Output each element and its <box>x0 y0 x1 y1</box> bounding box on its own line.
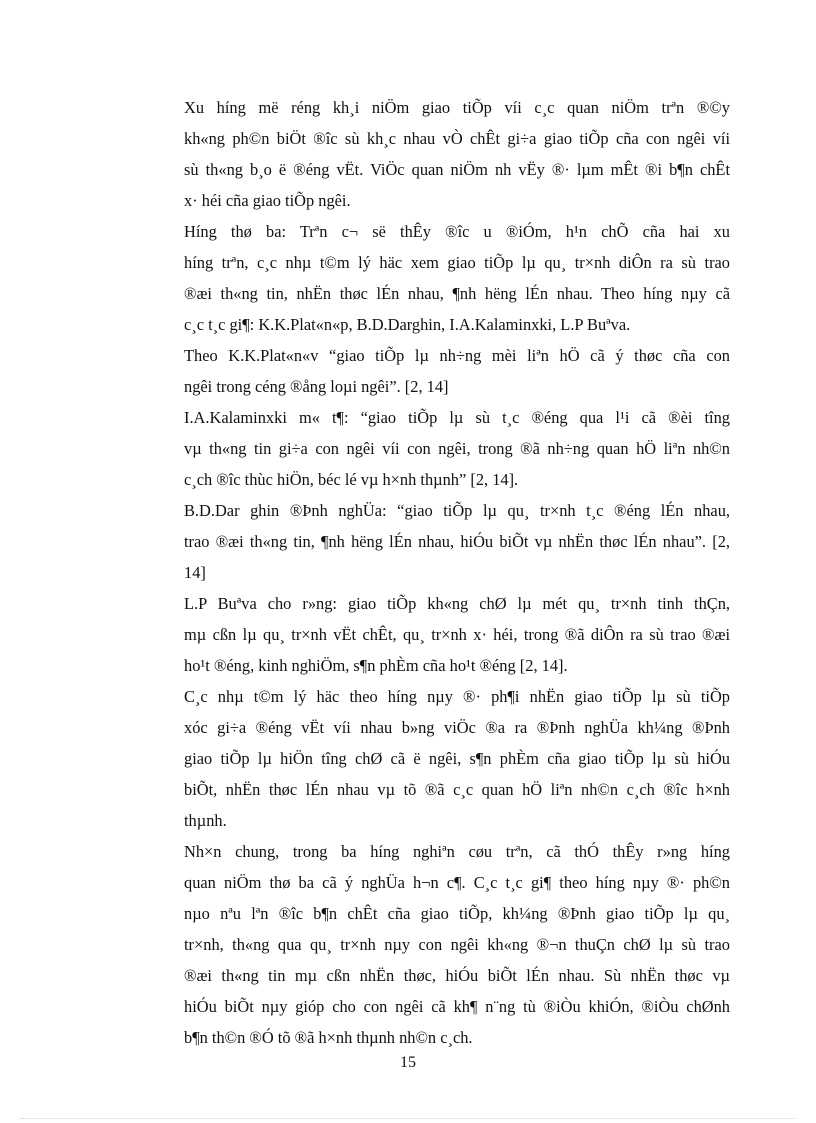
text-line: kh«ng ph©n biÖt ®îc sù kh¸c nhau vÒ chÊt gi÷a giao tiÕp cña con ngêi víi <box>184 129 730 148</box>
text-line: c¸ch ®îc thùc hiÖn, béc lé vµ h×nh thµnh” [2, 14]. <box>184 470 519 489</box>
text-line: ®æi th«ng tin mµ cßn nhËn thøc, hiÓu biÕt lÉn nhau. Sù nhËn thøc vµ <box>184 966 730 985</box>
paragraph-3 <box>136 340 730 402</box>
text-line: biÕt, nhËn thøc lÉn nhau vµ tõ ®ã c¸c quan hÖ liªn nh©n c¸ch ®îc h×nh <box>184 780 730 799</box>
text-line: L.P Buªva cho r»ng: giao tiÕp kh«ng chØ lµ mét qu¸ tr×nh tinh thÇn, <box>184 594 730 613</box>
page-bottom-divider <box>20 1118 796 1119</box>
paragraph-2 <box>136 216 730 340</box>
text-line: b¶n th©n ®Ó tõ ®ã h×nh thµnh nh©n c¸ch. <box>184 1028 473 1047</box>
text-line: I.A.Kalaminxki m« t¶: “giao tiÕp lµ sù t¸c ®éng qua l¹i cã ®èi tîng <box>184 408 730 427</box>
text-line: hiÓu biÕt nµy gióp cho con ngêi cã kh¶ n¨ng tù ®iÒu khiÓn, ®iÒu chØnh <box>184 997 730 1016</box>
paragraph-5 <box>136 495 730 588</box>
text-line: giao tiÕp lµ hiÖn tîng chØ cã ë ngêi, s¶n phÈm cña giao tiÕp lµ sù hiÓu <box>184 749 730 768</box>
paragraph-8 <box>136 836 730 1053</box>
paragraph-6 <box>136 588 730 681</box>
text-line: mµ cßn lµ qu¸ tr×nh vËt chÊt, qu¸ tr×nh x· héi, trong ®ã diÔn ra sù trao ®æi <box>184 625 730 644</box>
text-line: vµ th«ng tin gi÷a con ngêi víi con ngêi, trong ®ã nh÷ng quan hÖ liªn nh©n <box>184 439 730 458</box>
text-line: c¸c t¸c gi¶: K.K.Plat«n«p, B.D.Darghin, I.A.Kalaminxki, L.P Buªva. <box>184 315 631 334</box>
text-line: trao ®æi th«ng tin, ¶nh hëng lÉn nhau, hiÓu biÕt vµ nhËn thøc lÉn nhau”. [2, <box>184 532 730 551</box>
text-line: xóc gi÷a ®éng vËt víi nhau b»ng viÖc ®a ra ®Þnh nghÜa kh¼ng ®Þnh <box>184 718 730 737</box>
text-line: x· héi cña giao tiÕp ngêi. <box>184 191 351 210</box>
text-line: ®æi th«ng tin, nhËn thøc lÉn nhau, ¶nh hëng lÉn nhau. Theo híng nµy cã <box>184 284 730 303</box>
text-line: Híng thø ba: Trªn c¬ së thÊy ®îc u ®iÓm, h¹n chÕ cña hai xu <box>184 222 730 241</box>
text-line: Xu híng më réng kh¸i niÖm giao tiÕp víi c¸c quan niÖm trªn ®©y <box>184 98 730 117</box>
text-line: C¸c nhµ t©m lý häc theo híng nµy ®· ph¶i nhËn giao tiÕp lµ sù tiÕp <box>184 687 730 706</box>
paragraph-7 <box>136 681 730 836</box>
text-line: Nh×n chung, trong ba híng nghiªn cøu trªn, cã thÓ thÊy r»ng híng <box>184 842 730 861</box>
text-line: nµo nªu lªn ®îc b¶n chÊt cña giao tiÕp, kh¼ng ®Þnh giao tiÕp lµ qu¸ <box>184 904 730 923</box>
text-line: quan niÖm thø ba cã ý nghÜa h¬n c¶. C¸c t¸c gi¶ theo híng nµy ®· ph©n <box>184 873 730 892</box>
page-number: 15 <box>400 1054 416 1071</box>
text-line: Theo K.K.Plat«n«v “giao tiÕp lµ nh÷ng mèi liªn hÖ cã ý thøc cña con <box>184 346 730 365</box>
body-text <box>136 92 730 1053</box>
paragraph-4 <box>136 402 730 495</box>
paragraph-1 <box>136 92 730 216</box>
text-line: tr×nh, th«ng qua qu¸ tr×nh nµy con ngêi kh«ng ®¬n thuÇn chØ lµ sù trao <box>184 935 730 954</box>
text-line: híng trªn, c¸c nhµ t©m lý häc xem giao tiÕp lµ qu¸ tr×nh diÔn ra sù trao <box>184 253 730 272</box>
text-line: sù th«ng b¸o ë ®éng vËt. ViÖc quan niÖm nh vËy ®· lµm mÊt ®i b¶n chÊt <box>184 160 730 179</box>
text-line: 14] <box>184 563 206 582</box>
text-line: B.D.Dar ghin ®Þnh nghÜa: “giao tiÕp lµ qu¸ tr×nh t¸c ®éng lÉn nhau, <box>184 501 730 520</box>
text-line: thµnh. <box>184 811 227 830</box>
text-line: ho¹t ®éng, kinh nghiÖm, s¶n phÈm cña ho¹t ®éng [2, 14]. <box>184 656 568 675</box>
text-line: ngêi trong céng ®ång loµi ngêi”. [2, 14] <box>184 377 449 396</box>
